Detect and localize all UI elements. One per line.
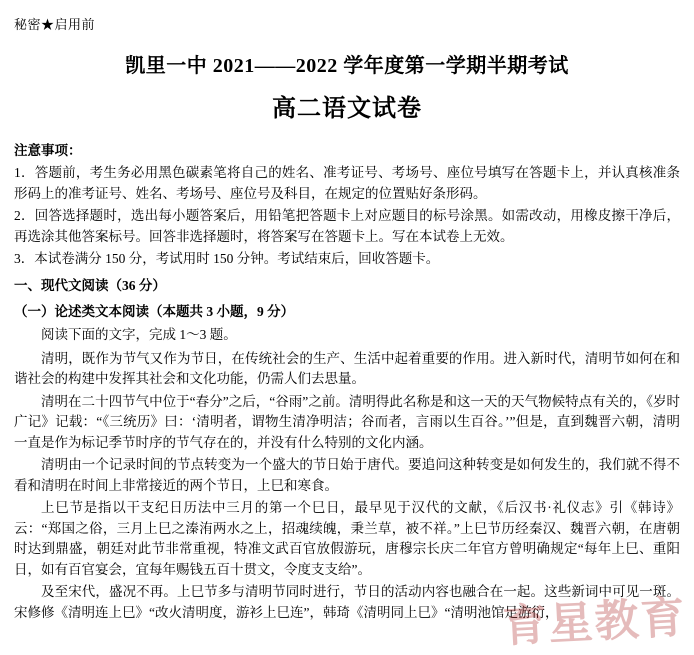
paper-title: 高二语文试卷 <box>272 96 422 122</box>
passage-paragraph-1: 清明，既作为节气又作为节日，在传统社会的生产、生活中起着重要的作用。进入新时代，清明节如何在和谐社会的构建中发挥其社会和文化功能，仍需人们去思量。 <box>14 350 680 386</box>
notice-item-3: 3．本试卷满分 150 分，考试用时 150 分钟。考试结束后，回收答题卡。 <box>14 251 440 266</box>
passage-body <box>14 349 680 624</box>
exam-title: 凯里一中 2021——2022 学年度第一学期半期考试 <box>125 55 569 77</box>
section-heading-sub-one: （一）论述类文本阅读（本题共 3 小题，9 分） <box>14 303 295 319</box>
passage-paragraph-4: 上巳节是指以干支纪日历法中三月的第一个巳日，最早见于汉代的文献，《后汉书·礼仪志》引《韩诗》云：“郑国之俗，三月上巳之溱洧两水之上，招魂续魄，秉兰草，被不祥。”上巳节历经秦汉、魏晋六朝，在唐朝时达到鼎盛，朝廷对此节非常重视，特准文武百官放假游玩，唐穆宗长庆二年官方曾明确规定“每年上巳、重阳日，如有百官宴会，宜每年赐钱五百十贯文，令度支支给”。 <box>14 500 680 577</box>
notice-item-2: 2．回答选择题时，选出每小题答案后，用铅笔把答题卡上对应题目的标号涂黑。如需改动，用橡皮擦干净后，再选涂其他答案标号。回答非选择题时，将答案写在答题卡上。写在本试卷上无效。 <box>14 208 680 244</box>
section-heading-part-one: 一、现代文阅读（36 分） <box>14 277 166 293</box>
passage-paragraph-2: 清明在二十四节气中位于“春分”之后，“谷雨”之前。清明得此名称是和这一天的天气物候特点有关的，《岁时广记》记载：“《三统历》曰：‘清明者，谓物生清净明洁；谷而者，言雨以生百谷。’”但是，直到魏晋六朝，清明一直是作为标记季节时序的节气存在的，并没有什么特别的文化内涵。 <box>14 393 680 450</box>
notice-item-1: 1．答题前，考生务必用黑色碳素笔将自己的姓名、准考证号、考场号、座位号填写在答题卡上，并认真核准条形码上的准考证号、姓名、考场号、座位号及科目，在规定的位置贴好条形码。 <box>14 165 680 201</box>
watermark-text: 育星教育 <box>501 593 688 652</box>
exam-paper-page <box>0 14 694 652</box>
secret-notice: 秘密★启用前 <box>14 17 96 32</box>
notice-label: 注意事项： <box>14 143 82 158</box>
notice-list <box>14 163 680 270</box>
passage-paragraph-5: 及至宋代，盛况不再。上巳节多与清明节同时进行，节日的活动内容也融合在一起。这些新词中可见一斑。宋修修《清明连上巳》“改火清明度，游衫上巳连”，韩琦《清明同上巳》“清明池馆足游衍， <box>14 584 680 620</box>
passage-paragraph-3: 清明由一个记录时间的节点转变为一个盛大的节日始于唐代。要追问这种转变是如何发生的，我们就不得不看和清明在时间上非常接近的两个节日，上巳和寒食。 <box>14 457 680 493</box>
reading-instruction: 阅读下面的文字，完成 1～3 题。 <box>41 326 237 342</box>
